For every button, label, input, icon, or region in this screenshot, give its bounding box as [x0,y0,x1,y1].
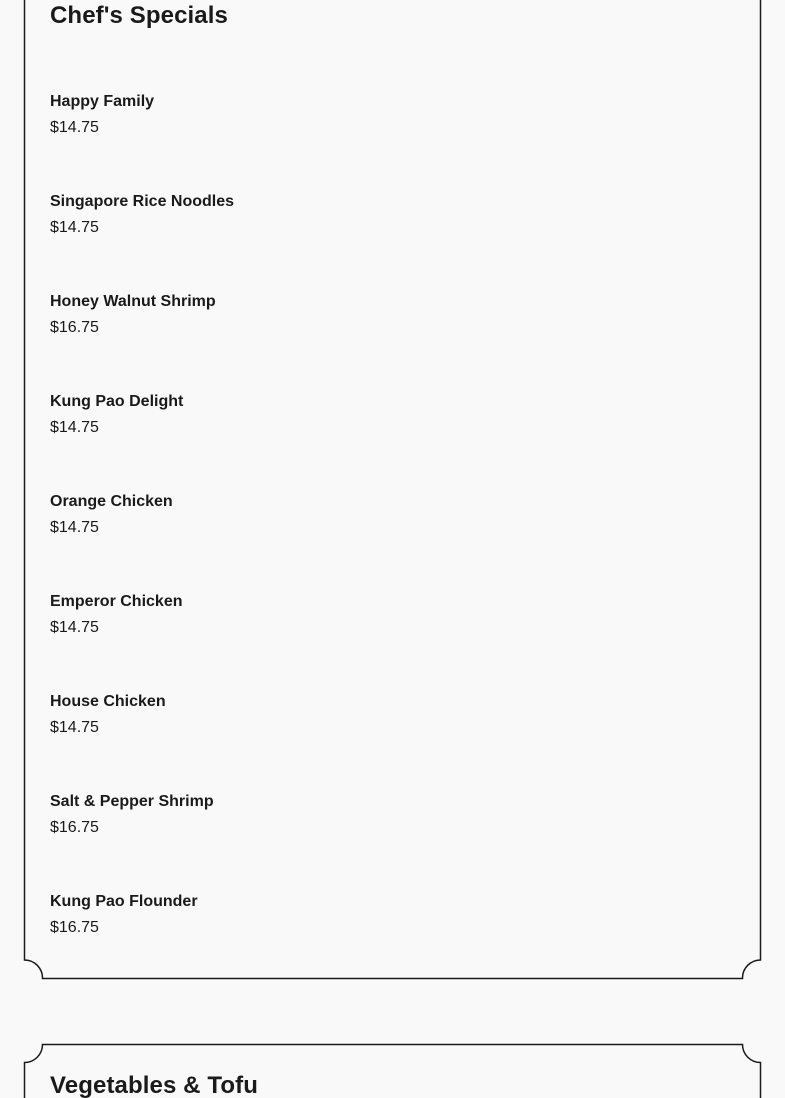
menu-item-price: $14.75 [50,419,99,436]
menu-item-price: $16.75 [50,919,99,936]
menu-item-price: $14.75 [50,119,99,136]
menu-item-price: $14.75 [50,519,99,536]
menu-item-price: $14.75 [50,619,99,636]
menu-item-name: Kung Pao Delight [50,393,184,410]
menu-item-price: $14.75 [50,719,99,736]
menu-item-name: Emperor Chicken [50,593,183,610]
section-frame [24,0,761,980]
menu-item-name: Singapore Rice Noodles [50,193,235,210]
menu-item-name: House Chicken [50,693,166,710]
menu-item-name: Salt & Pepper Shrimp [50,793,214,810]
menu-item-name: Honey Walnut Shrimp [50,293,216,310]
menu-item-price: $14.75 [50,219,99,236]
menu-item-price: $16.75 [50,819,99,836]
menu-item-price: $16.75 [50,319,99,336]
menu-item-name: Orange Chicken [50,493,173,510]
section-title: Chef's Specials [50,2,228,29]
section-title: Vegetables & Tofu [50,1072,258,1098]
menu-section-vegetables-tofu [24,1044,761,1098]
menu-section-chefs-specials [24,0,761,980]
menu-item-name: Kung Pao Flounder [50,893,198,910]
menu-item-name: Happy Family [50,93,155,110]
